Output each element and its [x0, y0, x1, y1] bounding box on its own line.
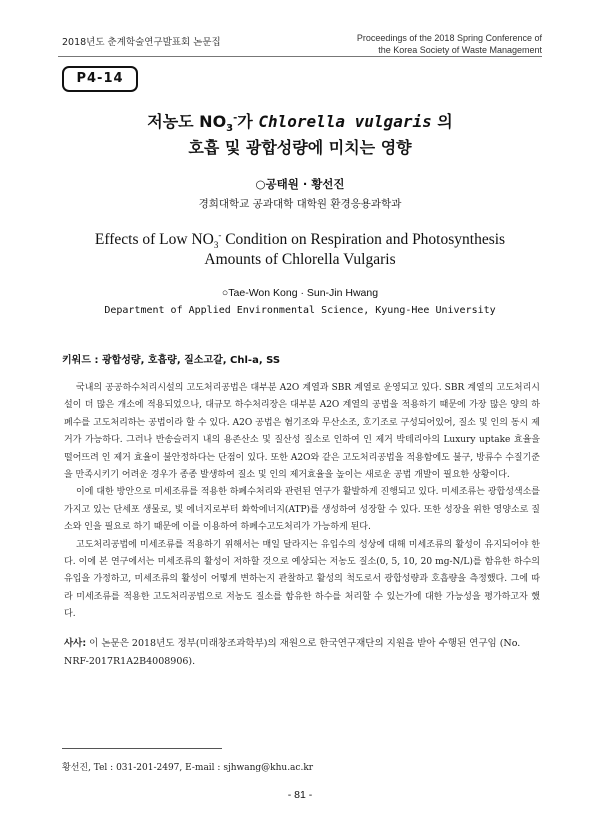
ack-label: 사사: [64, 638, 87, 649]
page-number: - 81 - [287, 789, 313, 801]
running-header-right-line2: the Korea Society of Waste Management [378, 45, 542, 55]
english-title-line1: Effects of Low $NO_3^-$ Condition on Respiration and Photosynthesis [94, 229, 506, 251]
session-badge: P4-14 [62, 66, 138, 92]
korean-title [0, 109, 600, 161]
running-header-right [357, 32, 542, 56]
paragraph-3: 고도처리공법에 미세조류를 적용하기 위해서는 매일 달라지는 유입수의 성상에 대해 미세조류의 활성이 유지되어야 한다. 이에 본 연구에서는 미세조류의 활성이 저하할 것으로 예상되는 저농도 질소(0, 5, 10, 20 mg-N/L)를 함유한 하수의 유입을 가정하고, 미세조류의 활성이 어떻게 변하는지 관찰하고 활성의 척도로서 광합성량과 호흡량을 측정했다. 그에 따라 미세조류를 적용한 고도처리공법으로 저농도 질소를 함유한 하수를 처리할 수 있는가에 대한 가능성을 평가하고자 했다. [64, 539, 540, 620]
korean-title-line1 [0, 109, 600, 135]
species-name: Chlorella vulgaris [258, 112, 432, 131]
english-title-line2: Amounts of Chlorella Vulgaris [204, 251, 396, 268]
title-ko-post: 의 [431, 112, 453, 131]
footnote-divider [62, 748, 222, 749]
acknowledgement [64, 635, 540, 671]
authors-korean: ○공태원 · 황선진 [255, 177, 345, 191]
title-ko-mid: 가 [237, 112, 259, 131]
keywords: 키워드 : 광합성량, 호흡량, 질소고갈, Chl-a, SS [62, 355, 281, 366]
header-divider [58, 56, 542, 57]
title-ko-pre: 저농도 $NO_3^-$ [147, 112, 238, 135]
paragraph-2: 이에 대한 방안으로 미세조류를 적용한 하폐수처리와 관련된 연구가 활발하게 진행되고 있다. 미세조류는 광합성색소를 가지고 있는 단세포 생물로, 빛 에너지로부터 화학에너지(ATP)를 생성하여 성장할 수 있다. 또한 성장을 위한 영양소로 질소와 인을 필요로 하기 때문에 이를 이용하여 하폐수고도처리가 가능하게 된다. [64, 487, 540, 533]
authors-english: ○Tae-Won Kong · Sun-Jin Hwang [221, 287, 379, 299]
running-header-left: 2018년도 춘계학술연구발표회 논문집 [62, 37, 221, 48]
affiliation-english: Department of Applied Environmental Science, Kyung-Hee University [104, 305, 496, 316]
english-title [0, 230, 600, 270]
footnote-contact: 황선진, Tel : 031-201-2497, E-mail : sjhwang@khu.ac.kr [62, 763, 314, 773]
paragraph-1: 국내의 공공하수처리시설의 고도처리공법은 대부분 A2O 계열과 SBR 계열로 운영되고 있다. SBR 계열의 고도처리시설이 더 많은 개소에 적용되었으나, 대규모 하수처리장은 대부분 A2O 계열의 공법을 적용하기 때문에 가장 많은 양의 하폐수를 고도처리하는 공법이라 할 수 있다. A2O 공법은 혐기조와 무산소조, 호기조로 구성되어있어, 질소 및 인의 동시 제거가 가능하다. 그러나 반송슬러지 내의 용존산소 및 질산성 질소로 인하여 인 제거 박테리아의 Luxury uptake 효율을 떨어뜨려 인 제거 효율이 불안정하다는 단점이 있다. 또한 A2O와 같은 고도처리공법을 적용함에도 불구, 방류수 수질기준을 만족시키기 어려운 경우가 종종 발생하여 질소 및 인의 제거효율을 높이는 새로운 공법 개발이 필요한 상황이다. [64, 383, 540, 481]
ack-text: 이 논문은 2018년도 정부(미래창조과학부)의 재원으로 한국연구재단의 지원을 받아 수행된 연구임 (No. NRF-2017R1A2B4008906). [64, 638, 521, 667]
korean-title-line2: 호흡 및 광합성량에 미치는 영향 [188, 138, 412, 157]
affiliation-korean: 경희대학교 공과대학 대학원 환경응용과학과 [198, 198, 402, 210]
running-header-right-line1: Proceedings of the 2018 Spring Conference of [356, 33, 542, 43]
abstract-body [64, 380, 540, 624]
